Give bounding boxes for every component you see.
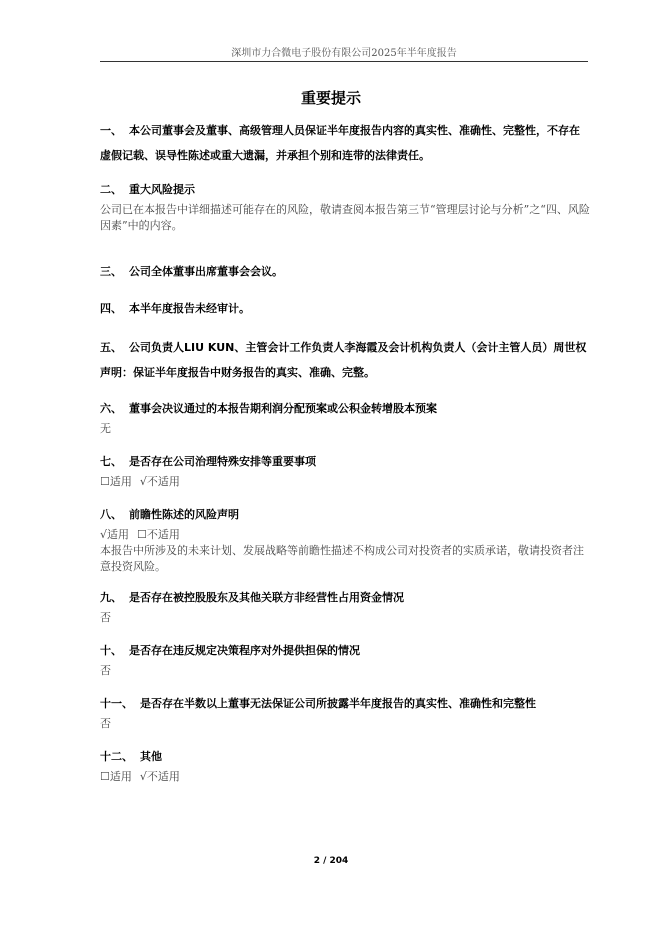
section-heading (100, 585, 590, 610)
section-heading (100, 296, 590, 321)
applicability-options (100, 769, 590, 785)
section-heading (100, 744, 590, 769)
section-heading (100, 335, 590, 385)
option-applicable: ☐适用 (100, 770, 132, 783)
section-heading (100, 259, 590, 284)
page-number: 2 / 204 (313, 856, 349, 866)
section-3 (100, 259, 590, 284)
section-number: 十二、 (100, 750, 133, 763)
section-number: 八、 (100, 508, 122, 521)
option-not-applicable: ☐不适用 (137, 528, 180, 541)
section-heading-text: 是否存在违反规定决策程序对外提供担保的情况 (129, 644, 360, 657)
section-heading-text: 是否存在半数以上董事无法保证公司所披露半年度报告的真实性、准确性和完整性 (140, 697, 536, 710)
section-5 (100, 335, 590, 385)
section-9 (100, 585, 590, 626)
section-2 (100, 177, 590, 234)
option-not-applicable: √不适用 (139, 475, 180, 488)
section-10 (100, 638, 590, 679)
applicability-options (100, 527, 590, 543)
section-1 (100, 118, 590, 168)
section-heading-text: 本半年度报告未经审计。 (129, 302, 250, 315)
section-number: 六、 (100, 402, 122, 415)
section-heading (100, 118, 590, 168)
section-number: 十、 (100, 644, 122, 657)
applicability-options (100, 474, 590, 490)
section-7 (100, 449, 590, 490)
section-body: 本报告中所涉及的未来计划、发展战略等前瞻性描述不构成公司对投资者的实质承诺，敬请投资者注意投资风险。 (100, 544, 584, 573)
section-11 (100, 691, 590, 732)
section-body: 公司已在本报告中详细描述可能存在的风险，敬请查阅本报告第三节“管理层讨论与分析”之“四、风险因素”中的内容。 (100, 203, 590, 232)
section-heading (100, 449, 590, 474)
section-number: 四、 (100, 302, 122, 315)
section-heading (100, 638, 590, 663)
section-heading (100, 502, 590, 527)
section-4 (100, 296, 590, 321)
section-heading-text: 是否存在被控股股东及其他关联方非经营性占用资金情况 (129, 591, 404, 604)
section-heading-text: 公司负责人LIU KUN、主管会计工作负责人李海霞及会计机构负责人（会计主管人员）周世权声明：保证半年度报告中财务报告的真实、准确、完整。 (100, 341, 587, 379)
running-header: 深圳市力合微电子股份有限公司2025年半年度报告 (231, 48, 457, 59)
section-body: 无 (100, 422, 111, 435)
section-number: 九、 (100, 591, 122, 604)
section-heading-text: 本公司董事会及董事、高级管理人员保证半年度报告内容的真实性、准确性、完整性，不存在虚假记载、误导性陈述或重大遗漏，并承担个别和连带的法律责任。 (100, 124, 580, 162)
section-heading-text: 公司全体董事出席董事会会议。 (129, 265, 283, 278)
option-applicable: ☐适用 (100, 475, 132, 488)
option-applicable: √适用 (100, 528, 130, 541)
section-heading (100, 691, 590, 716)
section-heading-text: 其他 (140, 750, 162, 763)
section-heading-text: 是否存在公司治理特殊安排等重要事项 (129, 455, 316, 468)
section-body: 否 (100, 611, 111, 624)
page-title: 重要提示 (300, 89, 361, 107)
section-12 (100, 744, 590, 785)
section-heading-text: 前瞻性陈述的风险声明 (129, 508, 239, 521)
section-6 (100, 396, 590, 437)
section-body: 否 (100, 664, 111, 677)
section-8 (100, 502, 590, 575)
section-number: 三、 (100, 265, 122, 278)
option-not-applicable: √不适用 (139, 770, 180, 783)
section-heading-text: 董事会决议通过的本报告期利润分配预案或公积金转增股本预案 (129, 402, 437, 415)
section-number: 七、 (100, 455, 122, 468)
section-heading (100, 177, 590, 202)
section-heading (100, 396, 590, 421)
section-number: 二、 (100, 183, 122, 196)
header-rule (100, 61, 588, 62)
section-heading-text: 重大风险提示 (129, 183, 195, 196)
section-body: 否 (100, 717, 111, 730)
section-number: 十一、 (100, 697, 133, 710)
section-number: 一、 (100, 124, 122, 137)
section-number: 五、 (100, 341, 122, 354)
